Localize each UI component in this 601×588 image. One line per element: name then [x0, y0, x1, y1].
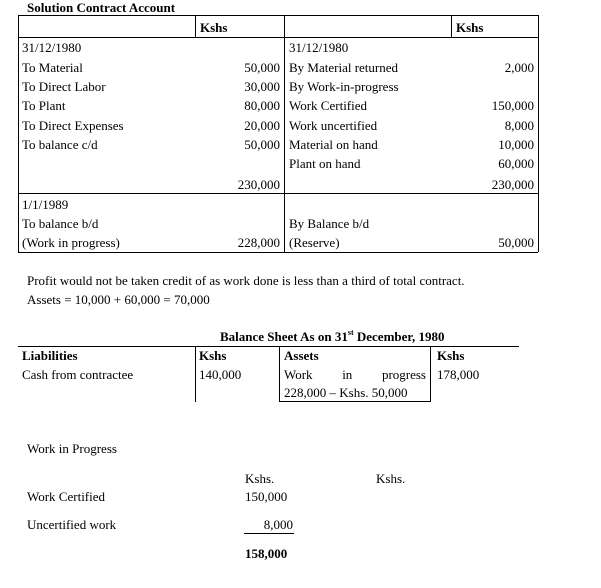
wip-kshs-1: Kshs. — [245, 471, 275, 486]
bs-divider-1 — [195, 346, 196, 402]
credit-row-amount: 2,000 — [504, 60, 534, 75]
bs-top-rule — [18, 346, 519, 347]
bs-liability-label: Cash from contractee — [22, 367, 134, 382]
next-period-credit-amount: 50,000 — [498, 235, 534, 250]
credit-kshs-header: Kshs — [456, 20, 484, 35]
debit-kshs-header: Kshs — [200, 20, 228, 35]
wip-total: 158,000 — [245, 546, 288, 561]
wip-uncertified-label: Uncertified work — [27, 517, 117, 532]
next-period-credit-note: (Reserve) — [289, 235, 340, 250]
wip-uncertified-amount: 8,000 — [263, 517, 293, 532]
credit-row-label: Work Certified — [289, 98, 368, 113]
debit-row-amount: 80,000 — [244, 98, 280, 113]
account-divider-a — [195, 15, 196, 37]
debit-row-label: To Direct Expenses — [22, 118, 124, 133]
bs-liabilities-header: Liabilities — [22, 348, 78, 363]
bs-liability-amount: 140,000 — [199, 367, 242, 382]
credit-row-amount: 150,000 — [491, 98, 534, 113]
debit-row-label: To balance c/d — [22, 137, 98, 152]
credit-row-label: By Work-in-progress — [289, 79, 399, 94]
debit-row-label: 31/12/1980 — [22, 40, 82, 55]
bs-kshs-header-2: Kshs — [437, 348, 465, 363]
wip-sum-rule — [244, 533, 294, 534]
account-divider-b — [451, 15, 452, 37]
credit-row-label: Work uncertified — [289, 118, 378, 133]
debit-row-amount: 50,000 — [244, 60, 280, 75]
next-period-credit-label: By Balance b/d — [289, 216, 370, 231]
bs-asset-line-2: 228,000 – Kshs. 50,000 — [284, 385, 408, 400]
credit-row-label: 31/12/1980 — [289, 40, 349, 55]
debit-row-amount: 50,000 — [244, 137, 280, 152]
debit-row-amount: 20,000 — [244, 118, 280, 133]
bs-divider-3 — [430, 346, 431, 402]
debit-total: 230,000 — [237, 177, 280, 192]
bs-asset-amount: 178,000 — [437, 367, 480, 382]
balance-sheet-title: Balance Sheet As on 31st December, 1980 — [220, 327, 445, 344]
credit-row-label: By Material returned — [289, 60, 399, 75]
bs-divider-2 — [279, 346, 280, 402]
account-right-border — [538, 15, 539, 252]
debit-row-label: To Material — [22, 60, 83, 75]
next-period-debit-note: (Work in progress) — [22, 235, 120, 250]
next-period-date: 1/1/1989 — [22, 197, 69, 212]
note-profit: Profit would not be taken credit of as work done is less than a third of total contract. — [27, 273, 465, 288]
credit-row-amount: 60,000 — [498, 156, 534, 171]
credit-row-amount: 10,000 — [498, 137, 534, 152]
debit-row-label: To Direct Labor — [22, 79, 106, 94]
bs-asset-bottom-rule — [279, 401, 430, 402]
debit-row-amount: 30,000 — [244, 79, 280, 94]
credit-row-label: Material on hand — [289, 137, 378, 152]
wip-kshs-2: Kshs. — [376, 471, 406, 486]
account-center-divider — [284, 15, 285, 252]
debit-row-label: To Plant — [22, 98, 66, 113]
account-bottom-rule — [18, 252, 538, 253]
account-header-rule — [18, 37, 538, 38]
account-left-border — [18, 15, 19, 252]
account-total-rule — [18, 193, 538, 194]
credit-total: 230,000 — [491, 177, 534, 192]
next-period-debit-amount: 228,000 — [237, 235, 280, 250]
account-top-rule — [18, 15, 538, 16]
bs-kshs-header-1: Kshs — [199, 348, 227, 363]
bs-assets-header: Assets — [284, 348, 319, 363]
note-assets: Assets = 10,000 + 60,000 = 70,000 — [27, 292, 210, 307]
credit-row-amount: 8,000 — [504, 118, 534, 133]
next-period-debit-label: To balance b/d — [22, 216, 99, 231]
wip-title: Work in Progress — [27, 441, 117, 456]
wip-certified-amount: 150,000 — [245, 489, 288, 504]
bs-asset-line-1: Work in progress — [284, 367, 426, 382]
credit-row-label: Plant on hand — [289, 156, 361, 171]
contract-account-title: Solution Contract Account — [27, 0, 176, 15]
wip-certified-label: Work Certified — [27, 489, 106, 504]
